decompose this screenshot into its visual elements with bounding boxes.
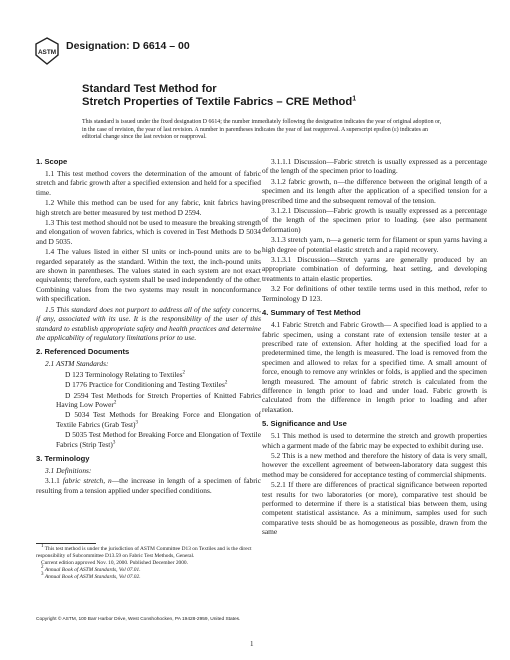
paragraph-1-1: 1.1 This test method covers the determination of the amount of fabric stretch and fabric growth after a specified extension and held for a specified time.	[36, 169, 261, 197]
title-footnote-mark: 1	[352, 95, 357, 103]
paragraph-3-2: 3.2 For definitions of other textile terms used in this method, refer to Terminology D 123.	[262, 284, 487, 303]
title-line-2: Stretch Properties of Textile Fabrics – CRE Method$^1$	[82, 95, 357, 108]
right-column	[262, 157, 487, 538]
reference-item: D 1776 Practice for Conditioning and Testing Textiles$^2$	[65, 380, 228, 390]
astm-logo	[34, 37, 60, 65]
logo-text: ASTM	[37, 49, 57, 56]
issuance-note: This standard is issued under the fixed designation D 6614; the number immediately following the designation indicates the year of original adoption or, in the case of revision, the year of last revision. A number in parentheses indicates the year of last reapproval. A superscript epsilon (ε) indicates an editorial change since the last revision or reapproval.	[82, 119, 442, 141]
paragraph-5-1: 5.1 This method is used to determine the stretch and growth properties which a garment made of the fabric may be expected to exhibit during use.	[262, 431, 487, 450]
footnotes	[36, 546, 261, 581]
paragraph-1-3: 1.3 This test method should not be used to measure the breaking strength and elongation of woven fabrics, which is covered in Test Methods D 5034 and D 5035.	[36, 218, 261, 246]
footnote-2: $^2$ Annual Book of ASTM Standards, Vol 07.01.	[41, 564, 141, 573]
left-column	[36, 157, 261, 496]
footnote-divider	[36, 543, 96, 544]
section-heading-scope: 1. Scope	[36, 157, 68, 166]
reference-item: D 5034 Test Methods for Breaking Force and Elongation of Textile Fabrics (Grab Test)$^3$	[56, 410, 261, 429]
paragraph-3-1-2: 3.1.2 fabric growth, n—the difference between the original length of a specimen and its length after the application of a specified tension for a prescribed time and the subsequent removal of the tension.	[262, 176, 487, 205]
paragraph-5-2: 5.2 This is a new method and therefore the history of data is very small, however the excellent agreement of between-laboratory data suggest this method may be considered for acceptance testing of commercial shipments.	[262, 450, 487, 479]
paragraph-3-1-1-1: 3.1.1.1 Discussion—Fabric stretch is usually expressed as a percentage of the length of the specimen prior to loading.	[262, 157, 487, 176]
copyright-line: Copyright © ASTM, 100 Barr Harbor Drive, West Conshohocken, PA 19428-2959, United States.	[36, 617, 241, 622]
section-heading-summary: 4. Summary of Test Method	[262, 308, 361, 318]
paragraph-3-1: 3.1 Definitions:	[45, 465, 92, 475]
section-heading-referenced-documents: 2. Referenced Documents	[36, 347, 130, 357]
paragraph-3-1-3: 3.1.3 stretch yarn, n—a generic term for filament or spun yarns having a high degree of potential elastic stretch and a rapid recovery.	[262, 235, 487, 254]
title-line-1: Standard Test Method for	[82, 83, 217, 95]
paragraph-2-1: 2.1 ASTM Standards:	[45, 359, 109, 369]
paragraph-3-1-1: 3.1.1 fabric stretch, n—the increase in length of a specimen of fabric resulting from a tension applied under specified conditions.	[36, 476, 261, 495]
document-title	[82, 83, 442, 109]
paragraph-1-4: 1.4 The values listed in either SI units or inch-pound units are to be regarded separately as the standard. Within the text, the inch-pound units are shown in parentheses. The values stated in each system are not exact equivalents; therefore, each system shall be used independently of the other. Combining values from the two systems may result in nonconformance with specification.	[36, 247, 261, 304]
paragraph-5-2-1: 5.2.1 If there are differences of practical significance between reported test results for two laboratories (or more), comparative test should be performed to determine if there is a statistical bias between them, using competent statistical assistance. As a minimum, samples used for such comparative tests should be as homogeneous as possible, drawn from the same	[262, 480, 487, 537]
paragraph-3-1-3-1: 3.1.3.1 Discussion—Stretch yarns are generally produced by an appropriate combination of deforming, heat setting, and developing treatments to attain elastic properties.	[262, 255, 487, 283]
reference-item: D 2594 Test Methods for Stretch Properties of Knitted Fabrics Having Low Power$^2$	[56, 390, 261, 409]
page-number: 1	[250, 640, 254, 648]
section-heading-significance: 5. Significance and Use	[262, 419, 347, 429]
footnote-1: $^1$ This test method is under the jurisdiction of ASTM Committee D13 on Textiles and is the direct responsibility of Subcommittee D13.59 on Fabric Test Methods, General.	[36, 544, 252, 559]
section-heading-terminology: 3. Terminology	[36, 453, 90, 463]
reference-item: D 5035 Test Method for Breaking Force and Elongation of Textile Fabrics (Strip Test)$^3$	[56, 430, 261, 449]
paragraph-4-1: 4.1 Fabric Stretch and Fabric Growth— A specified load is applied to a fabric specimen, using a constant rate of extension tensile tester at a prescribed rate of extension. After holding at the specified load for a predetermined time, the length is measured. The load is removed from the specimen and allowed to relax for a specified time. A small amount of force, enough to remove any wrinkles or folds, is applied and the specimen length measured. The amount of fabric stretch is calculated from the difference in length prior to load and under load. Fabric growth is calculated from the difference in length prior to loading and after relaxation.	[262, 320, 487, 414]
reference-item: D 123 Terminology Relating to Textiles$^2$	[65, 369, 186, 379]
designation: Designation: D 6614 – 00	[66, 40, 190, 52]
paragraph-1-2: 1.2 While this method can be used for any fabric, knit fabrics having high stretch are better measured by test method D 2594.	[36, 198, 261, 217]
footnote-3: $^3$ Annual Book of ASTM Standards, Vol 07.02.	[41, 572, 141, 580]
footnote-1-edition: Current edition approved Nov. 10, 2000. Published December 2000.	[41, 559, 188, 566]
paragraph-3-1-2-1: 3.1.2.1 Discussion—Fabric growth is usually expressed as a percentage of the length of the specimen prior to loading. (see also permanent deformation)	[262, 206, 487, 234]
paragraph-1-5: 1.5 This standard does not purport to address all of the safety concerns, if any, associated with its use. It is the responsibility of the user of this standard to establish appropriate safety and health practices and determine the applicability of regulatory limitations prior to use.	[36, 304, 261, 342]
